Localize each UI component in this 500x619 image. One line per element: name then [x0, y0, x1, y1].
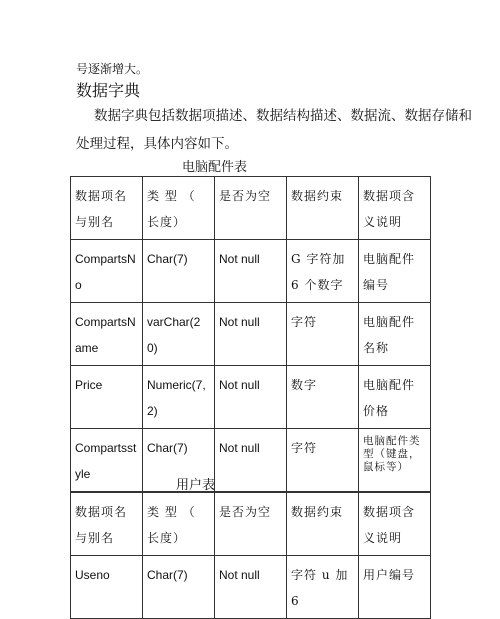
table-row	[71, 240, 431, 303]
table-cell: Not null	[215, 303, 287, 366]
table-cell: Char(7)	[143, 240, 215, 303]
intro-text-tail: 号逐渐增大。	[76, 62, 149, 76]
paragraph-line-1: 数据字典包括数据项描述、数据结构描述、数据流、数据存储和	[94, 108, 472, 124]
header-cell: 数据约束	[287, 493, 359, 556]
table-cell: 电脑配件编号	[359, 240, 431, 303]
table-cell: varChar(20)	[143, 303, 215, 366]
header-cell: 数据项名与别名	[71, 177, 143, 240]
table-cell: 字符	[287, 303, 359, 366]
table-cell: CompartsNo	[71, 240, 143, 303]
table-cell: Price	[71, 366, 143, 429]
table-cell: Not null	[215, 429, 287, 492]
header-cell: 数据项含义说明	[359, 493, 431, 556]
header-cell: 数据项名与别名	[71, 493, 143, 556]
table-row	[71, 429, 431, 492]
table-row	[71, 366, 431, 429]
table2-caption: 用户表	[176, 478, 216, 493]
computer-parts-table	[70, 176, 431, 492]
paragraph-line-2: 处理过程，具体内容如下。	[76, 136, 238, 152]
header-cell: 是否为空	[215, 493, 287, 556]
header-cell: 类 型 （ 长度）	[143, 177, 215, 240]
table-cell: Not null	[215, 366, 287, 429]
header-cell: 类 型 （ 长度）	[143, 493, 215, 556]
header-cell: 数据约束	[287, 177, 359, 240]
table-cell: Compartsstyle	[71, 429, 143, 492]
table-cell: Char(7)	[143, 556, 215, 619]
table-cell: CompartsName	[71, 303, 143, 366]
table-cell: 电脑配件名称	[359, 303, 431, 366]
table-cell: Char(7)	[143, 429, 215, 492]
table-header-row	[71, 177, 431, 240]
table-cell: Not null	[215, 556, 287, 619]
table-row	[71, 303, 431, 366]
table-cell: 用户编号	[359, 556, 431, 619]
table-header-row	[71, 493, 431, 556]
header-cell: 数据项含义说明	[359, 177, 431, 240]
table-cell: 电脑配件类型（键盘，鼠标等）	[359, 429, 431, 492]
table-cell: 字符	[287, 429, 359, 492]
table-cell: Numeric(7,2)	[143, 366, 215, 429]
table-cell: Useno	[71, 556, 143, 619]
table-cell: 字符 u 加 6	[287, 556, 359, 619]
table-cell: 数字	[287, 366, 359, 429]
table-cell: G 字符加 6 个数字	[287, 240, 359, 303]
user-table	[70, 492, 431, 619]
section-title: 数据字典	[76, 81, 141, 100]
header-cell: 是否为空	[215, 177, 287, 240]
table-cell: Not null	[215, 240, 287, 303]
table1-caption: 电脑配件表	[182, 160, 248, 175]
table-cell: 电脑配件价格	[359, 366, 431, 429]
